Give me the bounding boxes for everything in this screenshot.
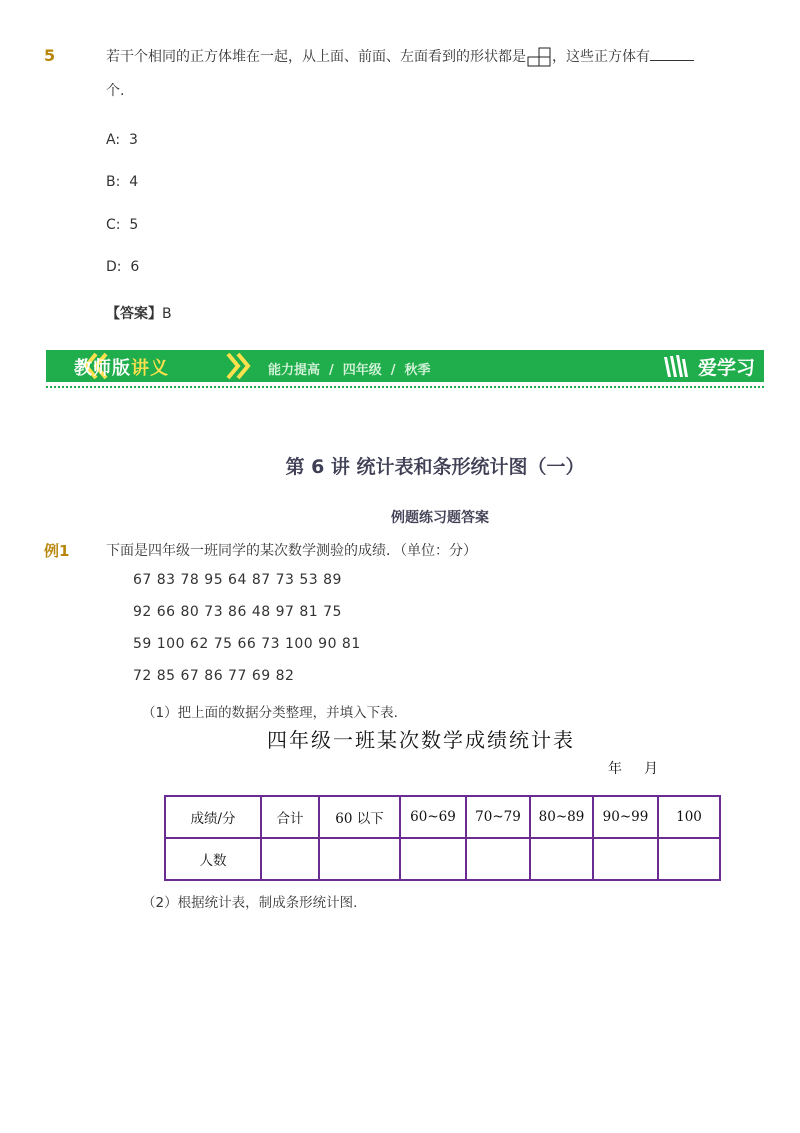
breadcrumb-separator: / — [329, 363, 334, 378]
table-header-cell: 60 以下 — [319, 796, 400, 838]
option-c: C: 5 — [106, 217, 139, 233]
table-cell-empty — [530, 838, 593, 880]
question-text-part2: ，这些正方体有 — [552, 49, 650, 65]
question-text-line2: 个. — [106, 83, 125, 99]
table-cell-empty — [658, 838, 720, 880]
table-cell-empty — [400, 838, 466, 880]
breadcrumb-item: 能力提高 — [268, 363, 321, 378]
table-row — [165, 838, 720, 880]
option-b: B: 4 — [106, 174, 139, 190]
answer: 【答案】B — [106, 306, 172, 322]
option-d: D: 6 — [106, 259, 140, 275]
breadcrumb-item: 秋季 — [404, 363, 431, 378]
table-title: 四年级一班某次数学成绩统计表 — [267, 728, 575, 752]
book-pages-logo-icon — [662, 353, 690, 379]
breadcrumb-separator: / — [390, 363, 396, 378]
brand-logo-text: 爱学习 — [698, 357, 756, 379]
table-header-cell: 70~79 — [466, 796, 530, 838]
table-header-cell: 合计 — [261, 796, 319, 838]
example-label: 例1 — [44, 542, 70, 560]
sub-question-1: （1）把上面的数据分类整理，并填入下表. — [142, 705, 398, 721]
table-cell-empty — [466, 838, 530, 880]
option-a: A: 3 — [106, 132, 138, 148]
table-header-cell: 成绩/分 — [165, 796, 261, 838]
table-header-cell: 80~89 — [530, 796, 593, 838]
table-date: 年 月 — [608, 761, 658, 777]
lecture-title: 第 6 讲 统计表和条形统计图（一） — [285, 456, 585, 478]
table-cell-empty — [319, 838, 400, 880]
data-row: 92 66 80 73 86 48 97 81 75 — [133, 604, 342, 620]
table-row-label: 人数 — [165, 838, 261, 880]
sub-question-2: （2）根据统计表，制成条形统计图. — [142, 895, 358, 911]
banner-tag-teacher: 教师版 — [74, 358, 131, 379]
example-text: 下面是四年级一班同学的某次数学测验的成绩．（单位：分） — [106, 543, 477, 559]
data-row: 72 85 67 86 77 69 82 — [133, 668, 295, 684]
divider — [46, 386, 764, 388]
table-cell-empty — [593, 838, 658, 880]
breadcrumb — [268, 359, 431, 378]
data-row: 67 83 78 95 64 87 73 53 89 — [133, 572, 342, 588]
table-header-cell: 100 — [658, 796, 720, 838]
cube-view-grid-icon — [527, 47, 551, 67]
stats-table — [164, 795, 721, 881]
banner-tag-lecture: 讲义 — [131, 358, 169, 379]
table-header-row — [165, 796, 720, 838]
table-header-cell: 60~69 — [400, 796, 466, 838]
table-header-cell: 90~99 — [593, 796, 658, 838]
section-title: 例题练习题答案 — [391, 510, 489, 526]
breadcrumb-item: 四年级 — [342, 363, 382, 378]
data-row: 59 100 62 75 66 73 100 90 81 — [133, 636, 361, 652]
table-cell-empty — [261, 838, 319, 880]
question-text — [106, 46, 694, 67]
question-text-part1: 若干个相同的正方体堆在一起，从上面、前面、左面看到的形状都是 — [106, 49, 526, 65]
question-number: 5 — [44, 46, 56, 65]
answer-blank — [650, 48, 694, 61]
banner-tag — [74, 354, 169, 380]
chevrons-right-icon — [222, 350, 252, 382]
